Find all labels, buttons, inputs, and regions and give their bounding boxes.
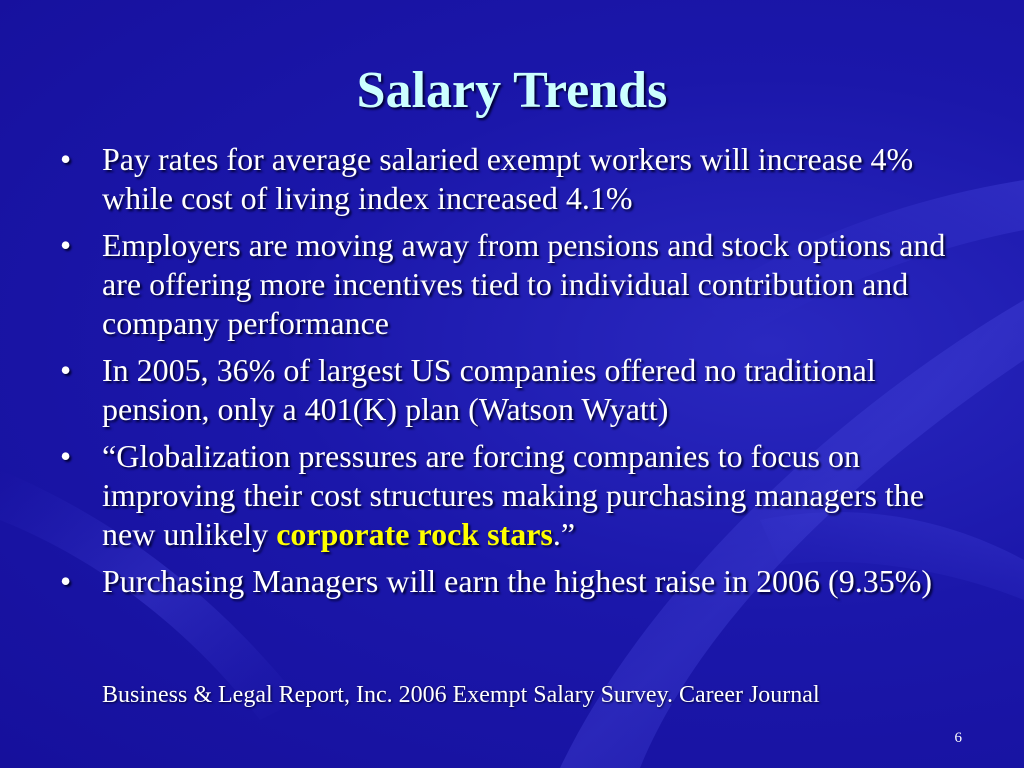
bullet-item-quote xyxy=(58,437,978,554)
bullet-item xyxy=(58,351,978,429)
source-citation: Business & Legal Report, Inc. 2006 Exempt Salary Survey. Career Journal xyxy=(102,682,820,708)
bullet-item xyxy=(58,226,978,343)
highlight-corporate-rock-stars: corporate rock stars xyxy=(276,516,553,552)
bullet-text-after: .” xyxy=(552,516,576,552)
bullet-item xyxy=(58,562,978,601)
bullet-dot-icon: • xyxy=(60,141,72,177)
bullet-list xyxy=(58,140,978,609)
bullet-dot-icon: • xyxy=(60,438,72,474)
slide-title: Salary Trends xyxy=(356,62,668,119)
slide-page-number: 6 xyxy=(954,730,962,746)
bullet-text-before: “Globalization pressures are forcing companies to focus on improving their cost structures making purchasing managers the new unlikely xyxy=(102,438,925,552)
bullet-dot-icon: • xyxy=(60,352,72,388)
bullet-text: Pay rates for average salaried exempt workers will increase 4% while cost of living index increased 4.1% xyxy=(102,141,914,216)
bullet-text: Purchasing Managers will earn the highest raise in 2006 (9.35%) xyxy=(102,563,933,599)
bullet-text: Employers are moving away from pensions and stock options and are offering more incentives tied to individual contribution and company performance xyxy=(102,227,946,341)
bullet-text: In 2005, 36% of largest US companies offered no traditional pension, only a 401(K) plan (Watson Wyatt) xyxy=(102,352,876,427)
bullet-dot-icon: • xyxy=(60,563,72,599)
bullet-dot-icon: • xyxy=(60,227,72,263)
bullet-item xyxy=(58,140,978,218)
